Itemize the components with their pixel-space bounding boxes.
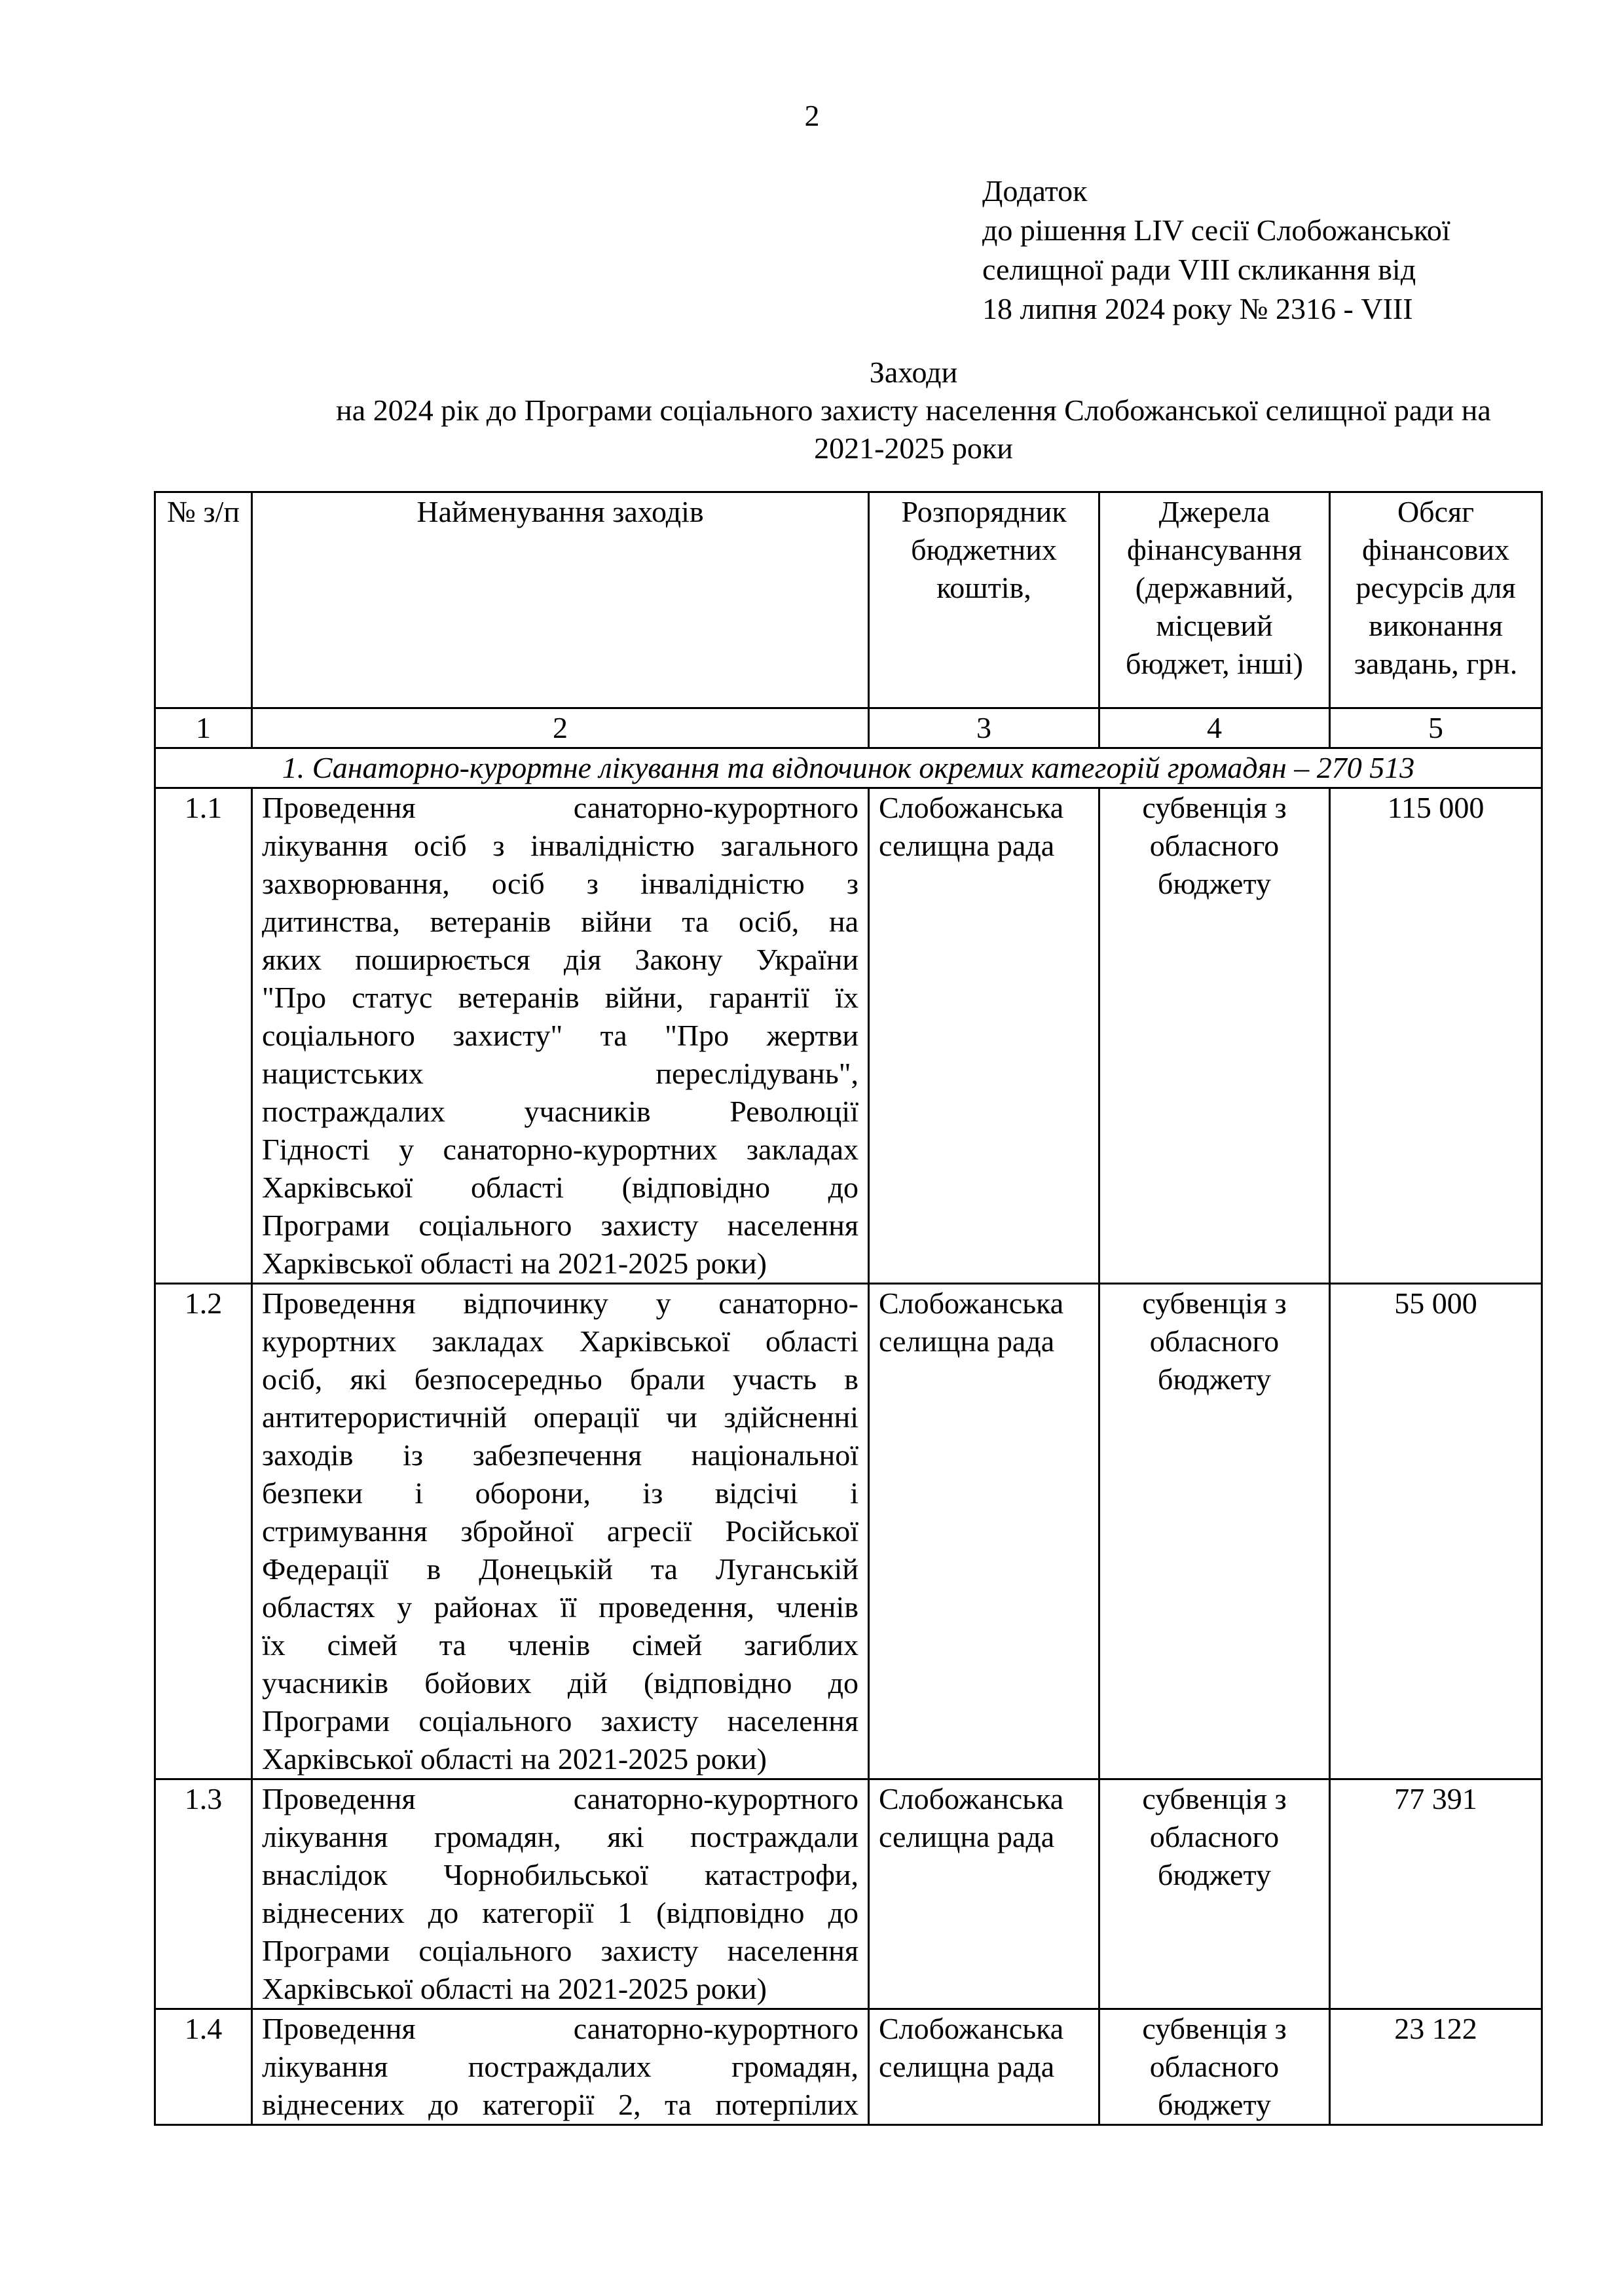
table-header-row bbox=[155, 492, 1542, 708]
funding-amount: 115 000 bbox=[1330, 788, 1542, 1284]
table-row bbox=[155, 1284, 1542, 1779]
measure-line: Федерації в Донецькій та Луганській bbox=[262, 1552, 858, 1586]
header-name: Найменування заходів bbox=[252, 492, 869, 708]
measure-line: яких поширюється дія Закону України bbox=[262, 943, 858, 976]
measure-line: їх сімей та членів сімей загиблих bbox=[262, 1628, 858, 1662]
header-amount: Обсяг фінансових ресурсів для виконання завдань, грн. bbox=[1330, 492, 1542, 708]
funding-source: субвенція з обласного бюджету bbox=[1099, 788, 1330, 1284]
budget-disposer: Слобожанська селищна рада bbox=[869, 1779, 1099, 2009]
table-row bbox=[155, 1779, 1542, 2009]
header-source: Джерела фінансування (державний, місцевий бюджет, інші) bbox=[1099, 492, 1330, 708]
measure-line: лікування громадян, які постраждали bbox=[262, 1820, 858, 1853]
measure-line: заходів із забезпечення національної bbox=[262, 1438, 858, 1472]
table-row bbox=[155, 788, 1542, 1284]
appendix-line: селищної ради VIII скликання від bbox=[982, 253, 1416, 286]
column-number: 1 bbox=[155, 708, 252, 748]
section-title: 1. Санаторно-курортне лікування та відпочинок окремих категорій громадян – 270 513 bbox=[155, 748, 1542, 788]
measure-line: Програми соціального захисту населення bbox=[262, 1934, 858, 1967]
measure-line: Проведення санаторно-курортного bbox=[262, 791, 858, 824]
measure-line: Харківської області (відповідно до bbox=[262, 1171, 858, 1204]
row-number: 1.3 bbox=[155, 1779, 252, 2009]
measure-line: Проведення санаторно-курортного bbox=[262, 1782, 858, 1815]
measure-line: стримування збройної агресії Російської bbox=[262, 1514, 858, 1548]
appendix-line: Додаток bbox=[982, 174, 1088, 208]
title-line: 2021-2025 роки bbox=[814, 431, 1013, 465]
column-number: 2 bbox=[252, 708, 869, 748]
measure-line: осіб, які безпосередньо брали участь в bbox=[262, 1362, 858, 1396]
measure-line: постраждалих учасників Революції bbox=[262, 1095, 858, 1128]
measure-line: Проведення відпочинку у санаторно- bbox=[262, 1286, 858, 1320]
measure-line: соціального захисту" та "Про жертви bbox=[262, 1019, 858, 1052]
header-num: № з/п bbox=[155, 492, 252, 708]
measure-line: Проведення санаторно-курортного bbox=[262, 2012, 858, 2045]
measure-line: учасників бойових дій (відповідно до bbox=[262, 1666, 858, 1700]
funding-source: субвенція з обласного бюджету bbox=[1099, 2009, 1330, 2125]
column-number: 3 bbox=[869, 708, 1099, 748]
funding-amount: 55 000 bbox=[1330, 1284, 1542, 1779]
funding-amount: 23 122 bbox=[1330, 2009, 1542, 2125]
measure-name bbox=[252, 2009, 869, 2125]
appendix-line: 18 липня 2024 року № 2316 - VIII bbox=[982, 292, 1413, 325]
document-title bbox=[282, 354, 1545, 467]
measure-line: антитерористичній операції чи здійсненні bbox=[262, 1400, 858, 1434]
appendix-line: до рішення LIV сесії Слобожанської bbox=[982, 213, 1450, 247]
measure-line: Програми соціального захисту населення bbox=[262, 1209, 858, 1242]
title-line: Заходи bbox=[869, 355, 958, 389]
measure-line: віднесених до категорії 1 (відповідно до bbox=[262, 1896, 858, 1929]
measure-line: Програми соціального захисту населення bbox=[262, 1704, 858, 1738]
funding-source: субвенція з обласного бюджету bbox=[1099, 1779, 1330, 2009]
appendix-note bbox=[982, 172, 1450, 329]
measure-line: лікування постраждалих громадян, bbox=[262, 2050, 858, 2083]
funding-amount: 77 391 bbox=[1330, 1779, 1542, 2009]
row-number: 1.1 bbox=[155, 788, 252, 1284]
table-row bbox=[155, 2009, 1542, 2125]
measure-line: внаслідок Чорнобильської катастрофи, bbox=[262, 1858, 858, 1891]
measure-line: лікування осіб з інвалідністю загального bbox=[262, 829, 858, 862]
budget-disposer: Слобожанська селищна рада bbox=[869, 1284, 1099, 1779]
measure-name bbox=[252, 1779, 869, 2009]
measure-line: Харківської області на 2021-2025 роки) bbox=[262, 1972, 767, 2005]
measure-name bbox=[252, 1284, 869, 1779]
column-numbers-row bbox=[155, 708, 1542, 748]
section-row bbox=[155, 748, 1542, 788]
budget-disposer: Слобожанська селищна рада bbox=[869, 788, 1099, 1284]
row-number: 1.4 bbox=[155, 2009, 252, 2125]
column-number: 5 bbox=[1330, 708, 1542, 748]
measure-line: дитинства, ветеранів війни та осіб, на bbox=[262, 905, 858, 938]
budget-disposer: Слобожанська селищна рада bbox=[869, 2009, 1099, 2125]
column-number: 4 bbox=[1099, 708, 1330, 748]
measure-line: нацистських переслідувань", bbox=[262, 1057, 858, 1090]
measure-line: віднесених до категорії 2, та потерпілих bbox=[262, 2088, 858, 2121]
measure-line: безпеки і оборони, із відсічі і bbox=[262, 1476, 858, 1510]
row-number: 1.2 bbox=[155, 1284, 252, 1779]
measure-line: областях у районах її проведення, членів bbox=[262, 1590, 858, 1624]
measures-table bbox=[154, 491, 1543, 2126]
measure-line: Гідності у санаторно-курортних закладах bbox=[262, 1133, 858, 1166]
header-disposer: Розпорядник бюджетних коштів, bbox=[869, 492, 1099, 708]
title-line: на 2024 рік до Програми соціального захисту населення Слобожанської селищної ради на bbox=[336, 393, 1491, 427]
measure-line: Харківської області на 2021-2025 роки) bbox=[262, 1247, 767, 1280]
measure-line: Харківської області на 2021-2025 роки) bbox=[262, 1742, 767, 1776]
measure-line: курортних закладах Харківської області bbox=[262, 1324, 858, 1358]
page-number: 2 bbox=[804, 99, 820, 132]
funding-source: субвенція з обласного бюджету bbox=[1099, 1284, 1330, 1779]
measure-line: захворювання, осіб з інвалідністю з bbox=[262, 867, 858, 900]
measure-line: "Про статус ветеранів війни, гарантії їх bbox=[262, 981, 858, 1014]
measure-name bbox=[252, 788, 869, 1284]
